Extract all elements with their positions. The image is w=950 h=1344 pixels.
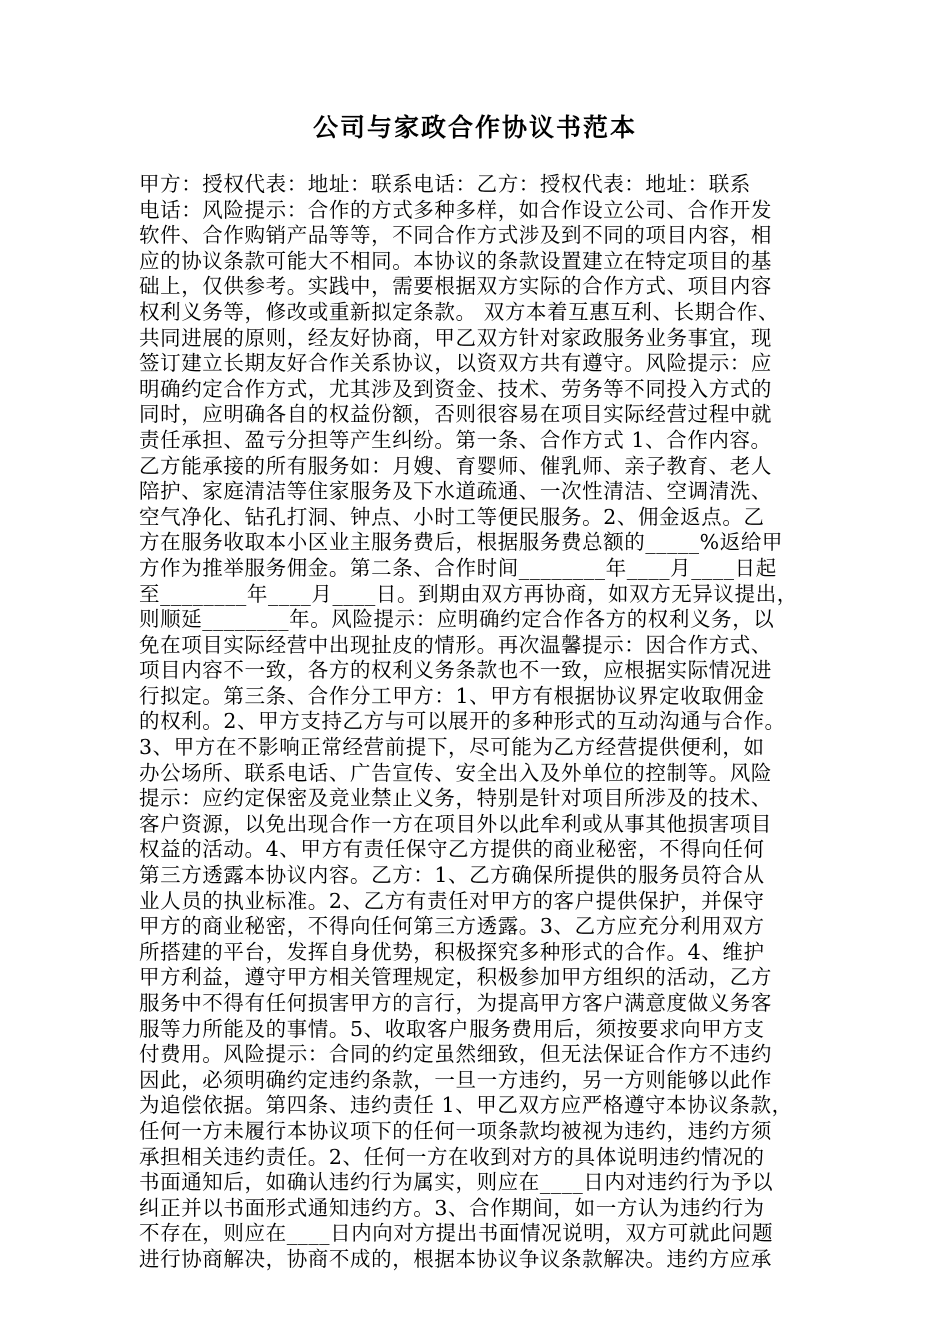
- body-line: 明确约定合作方式，尤其涉及到资金、技术、劳务等不同投入方式的: [139, 376, 772, 401]
- body-line: 签订建立长期友好合作关系协议，以资双方共有遵守。风险提示：应: [139, 351, 772, 376]
- body-line: 3、甲方在不影响正常经营前提下，尽可能为乙方经营提供便利，如: [139, 735, 765, 760]
- body-line: 软件、合作购销产品等等，不同合作方式涉及到不同的项目内容，相: [139, 223, 772, 248]
- body-line: 应的协议条款可能大不相同。本协议的条款设置建立在特定项目的基: [139, 248, 772, 273]
- body-line: 付费用。风险提示：合同的约定虽然细致，但无法保证合作方不违约: [139, 1042, 772, 1067]
- body-line: 第三方透露本协议内容。乙方：1、乙方确保所提供的服务员符合从: [139, 863, 765, 888]
- body-line: 免在项目实际经营中出现扯皮的情形。再次温馨提示：因合作方式、: [139, 632, 772, 657]
- body-line: 的权利。2、甲方支持乙方与可以展开的多种形式的互动沟通与合作。: [139, 709, 786, 734]
- body-line: 方作为推举服务佣金。第二条、合作时间________年____月____日起: [139, 555, 777, 580]
- body-line: 责任承担、盈亏分担等产生纠纷。第一条、合作方式 1、合作内容。: [139, 427, 772, 452]
- body-line: 书面通知后，如确认违约行为属实，则应在____日内对违约行为予以: [139, 1170, 774, 1195]
- body-line: 业人员的执业标准。2、乙方有责任对甲方的客户提供保护，并保守: [139, 888, 765, 913]
- body-line: 服务中不得有任何损害甲方的言行，为提高甲方客户满意度做义务客: [139, 991, 772, 1015]
- body-line: 则顺延________年。风险提示：应明确约定合作各方的权利义务，以: [139, 607, 775, 632]
- body-line: 共同进展的原则，经友好协商，甲乙双方针对家政服务业务事宜，现: [139, 325, 772, 350]
- body-line: 同时，应明确各自的权益份额，否则很容易在项目实际经营过程中就: [139, 402, 772, 427]
- body-line: 纠正并以书面形式通知违约方。3、合作期间，如一方认为违约行为: [139, 1195, 765, 1220]
- body-line: 行拟定。第三条、合作分工甲方：1、甲方有根据协议界定收取佣金: [139, 683, 765, 708]
- body-line: 权利义务等，修改或重新拟定条款。 双方本着互惠互利、长期合作、: [139, 299, 780, 324]
- body-line: 项目内容不一致，各方的权利义务条款也不一致，应根据实际情况进: [139, 658, 772, 683]
- body-line: 甲方的商业秘密，不得向任何第三方透露。3、乙方应充分利用双方: [139, 914, 765, 939]
- body-line: 电话：风险提示：合作的方式多种多样，如合作设立公司、合作开发: [139, 197, 772, 222]
- body-line: 因此，必须明确约定违约条款，一旦一方违约，另一方则能够以此作: [139, 1067, 772, 1092]
- document-body: [139, 172, 829, 1273]
- body-line: 甲方利益，遵守甲方相关管理规定，积极参加甲方组织的活动，乙方: [139, 965, 772, 990]
- body-line: 办公场所、联系电话、广告宣传、安全出入及外单位的控制等。风险: [139, 760, 772, 785]
- body-line: 础上，仅供参考。实践中，需要根据双方实际的合作方式、项目内容: [139, 274, 772, 299]
- body-line: 空气净化、钻孔打洞、钟点、小时工等便民服务。2、佣金返点。乙: [139, 504, 765, 529]
- body-line: 甲方：授权代表：地址：联系电话：乙方：授权代表：地址：联系: [139, 172, 751, 196]
- body-line: 权益的活动。4、甲方有责任保守乙方提供的商业秘密，不得向任何: [139, 837, 765, 862]
- body-line: 方在服务收取本小区业主服务费后，根据服务费总额的_____%返给甲: [139, 530, 784, 555]
- body-line: 为追偿依据。第四条、违约责任 1、甲乙双方应严格遵守本协议条款，: [139, 1093, 793, 1118]
- body-line: 服等力所能及的事情。5、收取客户服务费用后，须按要求向甲方支: [139, 1016, 765, 1041]
- body-line: 所搭建的平台，发挥自身优势，积极探究多种形式的合作。4、维护: [139, 939, 765, 964]
- body-line: 不存在，则应在____日内向对方提出书面情况说明，双方可就此问题: [139, 1221, 774, 1246]
- body-line: 乙方能承接的所有服务如：月嫂、育婴师、催乳师、亲子教育、老人: [139, 453, 772, 478]
- body-line: 客户资源，以免出现合作一方在项目外以此牟利或从事其他损害项目: [139, 811, 772, 836]
- body-line: 至________年____月____日。到期由双方再协商，如双方无异议提出，: [139, 581, 798, 606]
- document-title: 公司与家政合作协议书范本: [312, 113, 637, 142]
- body-line: 进行协商解决，协商不成的，根据本协议争议条款解决。违约方应承: [139, 1246, 772, 1271]
- body-line: 提示：应约定保密及竞业禁止义务，特别是针对项目所涉及的技术、: [139, 786, 772, 811]
- body-line: 陪护、家庭清洁等住家服务及下水道疏通、一次性清洁、空调清洗、: [139, 479, 772, 504]
- body-line: 承担相关违约责任。2、任何一方在收到对方的具体说明违约情况的: [139, 1144, 765, 1169]
- body-line: 任何一方未履行本协议项下的任何一项条款均被视为违约，违约方须: [139, 1118, 772, 1143]
